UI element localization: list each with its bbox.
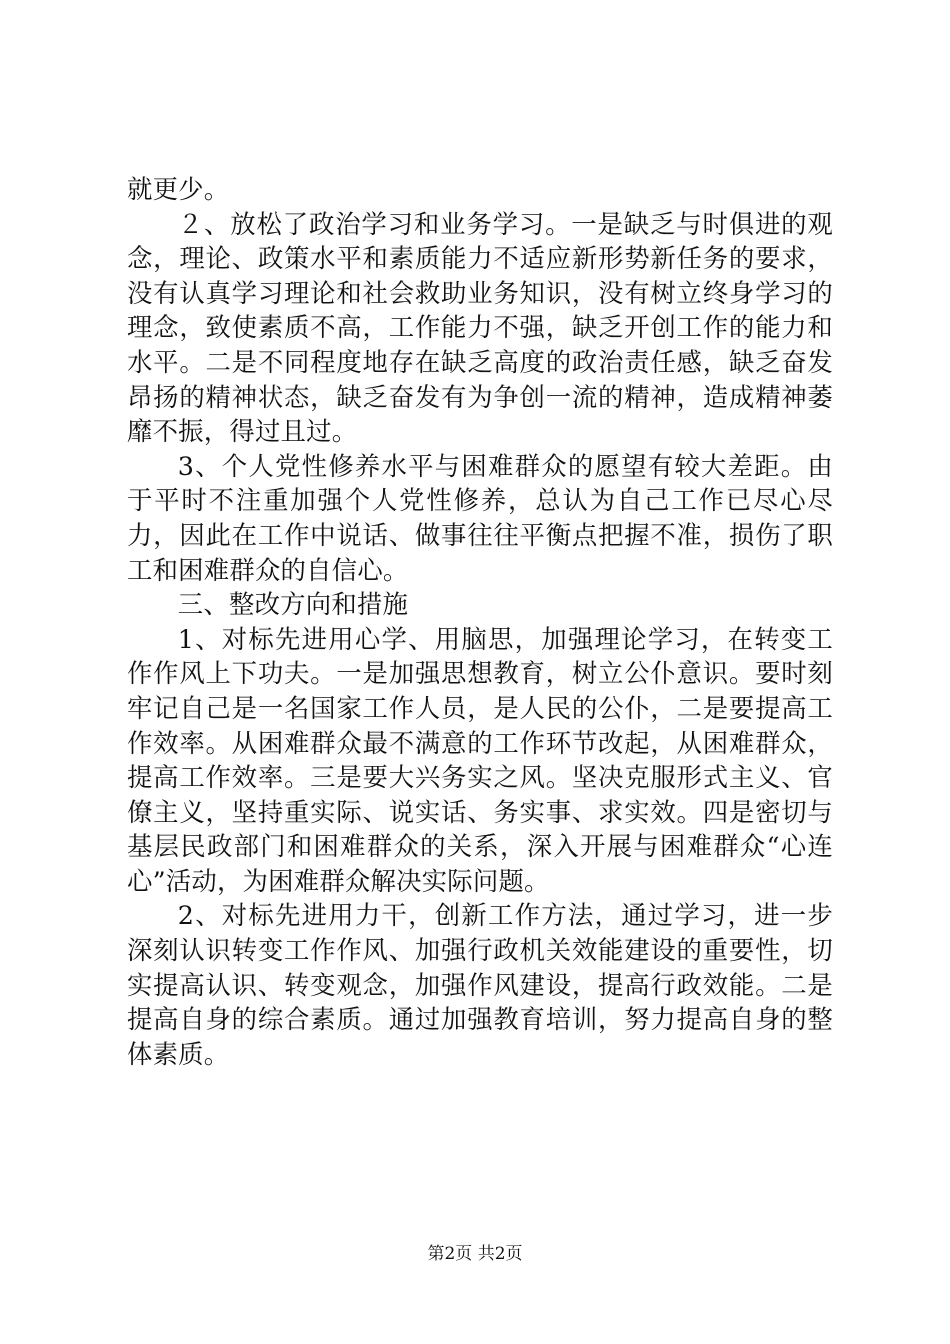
page-number-label: 第2页 共2页	[427, 1244, 523, 1264]
paragraph-measure-study: 1、对标先进用心学、用脑思，加强理论学习，在转变工作作风上下功夫。一是加强思想教育，树立公仆意识。要时刻牢记自己是一名国家工作人员，是人民的公仆，二是要提高工作效率。从困难群众最不满意的工作环节改起，从困难群众，提高工作效率。三是要大兴务实之风。坚决克服形式主义、官僚主义，坚持重实际、说实话、务实事、求实效。四是密切与基层民政部门和困难群众的关系，深入开展与困难群众“心连心”活动，为困难群众解决实际问题。	[127, 623, 833, 896]
document-body	[127, 172, 833, 1071]
paragraph-party-cultivation: 3、个人党性修养水平与困难群众的愿望有较大差距。由于平时不注重加强个人党性修养，总认为自己工作已尽心尽力，因此在工作中说话、做事往往平衡点把握不准，损伤了职工和困难群众的自信心。	[127, 450, 833, 585]
section-heading-rectification: 三、整改方向和措施	[177, 589, 409, 620]
paragraph-continuation: 就更少。	[127, 174, 230, 204]
page-footer	[0, 1243, 950, 1265]
paragraph-measure-method: 2、对标先进用力干，创新工作方法，通过学习，进一步深刻认识转变工作作风、加强行政机关效能建设的重要性，切实提高认识、转变观念，加强作风建设，提高行政效能。二是提高自身的综合素质。通过加强教育培训，努力提高自身的整体素质。	[127, 900, 833, 1069]
paragraph-political-study: ２、放松了政治学习和业务学习。一是缺乏与时俱进的观念，理论、政策水平和素质能力不适应新形势新任务的要求，没有认真学习理论和社会救助业务知识，没有树立终身学习的理念，致使素质不高，工作能力不强，缺乏开创工作的能力和水平。二是不同程度地存在缺乏高度的政治责任感，缺乏奋发昂扬的精神状态，缺乏奋发有为争创一流的精神，造成精神萎靡不振，得过且过。	[127, 208, 833, 447]
